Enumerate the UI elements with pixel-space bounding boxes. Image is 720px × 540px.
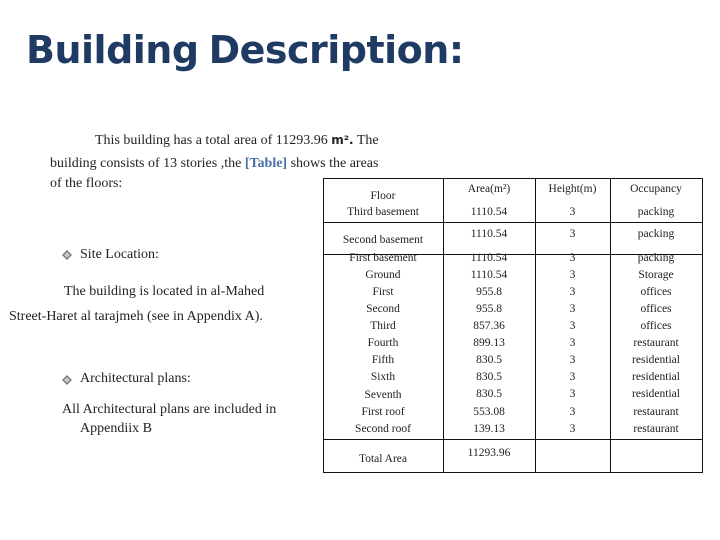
table-cell-floor: Third	[370, 320, 396, 332]
table-total-area: 11293.96	[467, 447, 511, 459]
table-cell-floor: Second basement	[342, 234, 424, 246]
table-cell-occupancy: offices	[640, 320, 672, 332]
table-cell-area: 1110.54	[470, 228, 508, 240]
table-cell-area: 553.08	[473, 406, 505, 418]
table-border-right	[702, 178, 703, 473]
table-cell-floor: Ground	[365, 269, 401, 281]
site-location-line-2: Street-Haret al tarajmeh (see in Appendix A).	[9, 309, 263, 324]
table-cell-floor: First roof	[361, 406, 405, 418]
table-cell-floor: Sixth	[370, 371, 396, 383]
table-cell-floor: Second roof	[355, 423, 411, 435]
table-cell-height: 3	[569, 303, 576, 315]
table-cell-area: 1110.54	[470, 252, 508, 264]
intro-line-2-end: shows the areas	[287, 156, 379, 171]
table-cell-floor: Second	[366, 303, 400, 315]
table-divider	[323, 439, 703, 440]
table-cell-floor: Third basement	[347, 206, 419, 218]
table-cell-height: 3	[569, 269, 576, 281]
table-cell-area: 830.5	[476, 388, 502, 400]
table-header-height: Height(m)	[548, 183, 597, 195]
table-cell-height: 3	[569, 354, 576, 366]
table-border-top	[323, 178, 703, 179]
intro-line-2	[50, 156, 378, 172]
table-cell-floor: Fourth	[367, 337, 399, 349]
site-location-line-1: The building is located in al-Mahed	[64, 284, 265, 299]
table-cell-height: 3	[569, 320, 576, 332]
table-cell-occupancy: restaurant	[633, 406, 679, 418]
table-cell-occupancy: packing	[637, 252, 675, 264]
page-title	[26, 28, 474, 72]
table-cell-height: 3	[569, 286, 576, 298]
table-cell-height: 3	[569, 371, 576, 383]
table-cell-area: 955.8	[476, 303, 502, 315]
table-cell-area: 830.5	[476, 354, 502, 366]
table-header-floor: Floor	[370, 190, 396, 202]
table-cell-height: 3	[569, 252, 576, 264]
intro-line-1	[95, 133, 379, 149]
table-divider	[323, 222, 703, 223]
architectural-plans-line-1: All Architectural plans are included in	[62, 402, 277, 417]
intro-line-1-end: The	[353, 133, 379, 148]
table-border-bottom	[323, 472, 703, 473]
table-cell-occupancy: restaurant	[633, 423, 679, 435]
table-cell-area: 139.13	[473, 423, 505, 435]
table-cell-height: 3	[569, 206, 576, 218]
architectural-plans-line-2: Appendiix B	[80, 421, 152, 436]
table-total-label: Total Area	[358, 453, 408, 465]
table-cell-floor: First	[372, 286, 394, 298]
table-cell-area: 1110.54	[470, 269, 508, 281]
intro-line-2-text: building consists of 13 stories ,the	[50, 156, 245, 171]
intro-line-3: of the floors:	[50, 176, 123, 191]
table-cell-height: 3	[569, 228, 576, 240]
table-cell-occupancy: offices	[640, 303, 672, 315]
table-cell-area: 857.36	[473, 320, 505, 332]
area-unit: m².	[331, 133, 354, 147]
table-cell-occupancy: packing	[637, 206, 675, 218]
table-cell-height: 3	[569, 388, 576, 400]
table-cell-area: 1110.54	[470, 206, 508, 218]
table-cell-occupancy: restaurant	[633, 337, 679, 349]
table-cell-area: 899.13	[473, 337, 505, 349]
intro-line-1-text: This building has a total area of 11293.96	[95, 133, 332, 148]
table-cell-area: 830.5	[476, 371, 502, 383]
table-header-area: Area(m²)	[467, 183, 511, 195]
diamond-bullet-icon	[62, 375, 72, 385]
table-cell-occupancy: residential	[632, 388, 680, 400]
table-header-occupancy: Occupancy	[630, 183, 682, 195]
table-cell-floor: First basement	[349, 252, 417, 264]
table-cell-height: 3	[569, 337, 576, 349]
table-cell-floor: Seventh	[364, 389, 402, 401]
table-cell-occupancy: residential	[632, 371, 680, 383]
table-cell-height: 3	[569, 406, 576, 418]
title-word-description: Description:	[208, 28, 464, 72]
table-cell-occupancy: residential	[632, 354, 680, 366]
table-cell-floor: Fifth	[371, 354, 395, 366]
architectural-plans-heading: Architectural plans:	[80, 371, 191, 386]
site-location-heading: Site Location:	[80, 247, 159, 262]
table-cell-occupancy: Storage	[638, 269, 674, 281]
table-cell-area: 955.8	[476, 286, 502, 298]
floors-table	[323, 178, 703, 473]
table-cell-occupancy: offices	[640, 286, 672, 298]
table-reference-link[interactable]: [Table]	[244, 156, 288, 171]
title-word-building: Building	[26, 28, 199, 72]
diamond-bullet-icon	[62, 250, 72, 260]
table-cell-height: 3	[569, 423, 576, 435]
table-cell-occupancy: packing	[637, 228, 675, 240]
